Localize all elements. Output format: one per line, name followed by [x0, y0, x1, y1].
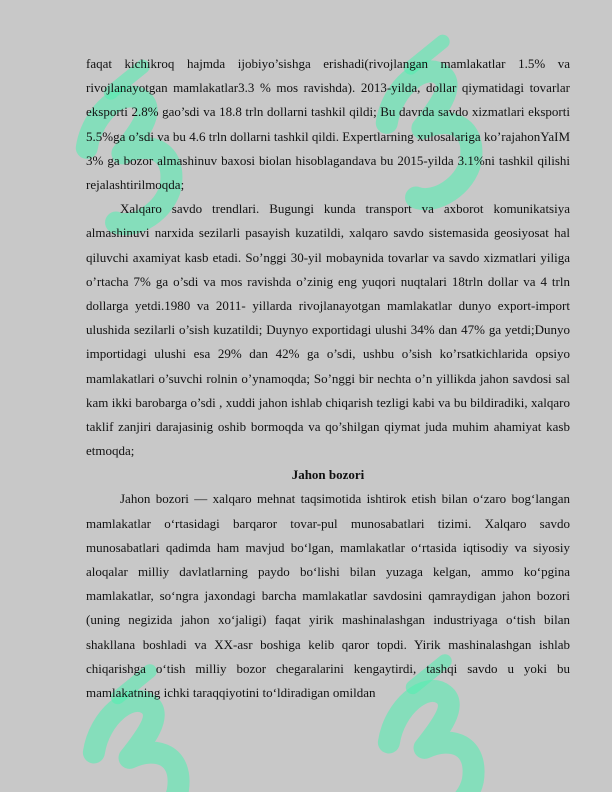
body-paragraph-3: Jahon bozori — xalqaro mehnat taqsimotida ishtirok etish bilan oʻzaro bogʻlangan mamlakatlar oʻrtasidagi barqaror tovar-pul munosabatlari tizimi. Xalqaro savdo munosabatlari qadimda ham mavjud boʻlgan, mamlakatlar oʻrtasida iqtisodiy va siyosiy aloqalar milliy davlatlarning paydo boʻlishi bilan yuzaga kelgan, ammo koʻpgina mamlakatlar, soʻngra jaxondagi barcha mamlakatlar savdosini qamraydigan jahon bozori (uning negizida jahon xoʻjaligi) faqat yirik mashinalashgan industriyaga oʻtish bilan shakllana boshladi va XX-asr boshiga kelib qaror topdi. Yirik mashinalashgan ishlab chiqarishga oʻtish milliy bozor chegaralarini kengaytirdi, tashqi savdo u yoki bu mamlakatning ichki taraqqiyotini toʻldiradigan omildan	[86, 491, 570, 701]
body-paragraph-1: faqat kichikroq hajmda ijobiyo’sishga erishadi(rivojlangan mamlakatlar 1.5% va rivojlanayotgan mamlakatlar3.3 % mos ravishda). 2013-yilda, dollar qiymatidagi tovarlar eksporti 2.8% gao’sdi va 18.8 trln dollarni tashkil qildi; Bu davrda savdo xizmatlari eksporti 5.5%ga o’sdi va bu 4.6 trln dollarni tashkil qildi. Expertlarning xulosalariga ko’rajahonYaIM 3% ga bozor almashinuv baxosi biolan hisoblagandava bu 2015-yilda 3.1%ni tashkil qilishi rejalashtirilmoqda;	[86, 56, 570, 193]
document-page	[86, 52, 570, 705]
section-heading: Jahon bozori	[291, 467, 365, 483]
body-paragraph-2: Xalqaro savdo trendlari. Bugungi kunda transport va axborot komunikatsiya almashinuvi narxida sezilarli pasayish kuzatildi, xalqaro savdo sistemasida geosiyosat hal qiluvchi axamiyat kasb etadi. So’nggi 30-yil mobaynida tovarlar va savdo xizmatlari yiliga o’rtacha 7% ga o’sdi va mos ravishda o’zinig eng yuqori nuqtalari 18trln dollar va 4 trln dollarga yetdi.1980 va 2011- yillarda rivojlanayotgan mamlakatlar dunyo export-import ulushida sezilarli o’sish kuzatildi; Duynyo exportidagi ulushi 34% dan 47% ga yetdi;Dunyo importidagi ulushi esa 29% dan 42% ga o’sdi, ushbu o’sish ko’rsatkichlarida opsiyo mamlakatlari o’suvchi rolnin o’ynamoqda; So’nggi bir nechta o’n yillikda jahon savdosi sal kam ikki barobarga o’sdi , xuddi jahon ishlab chiqarish tezligi kabi va bu bildiradiki, xalqaro taklif zanjiri darajasinig oshib bormoqda va qo’shilgan qiymat juda muhim ahamiyat kasb etmoqda;	[86, 201, 570, 459]
